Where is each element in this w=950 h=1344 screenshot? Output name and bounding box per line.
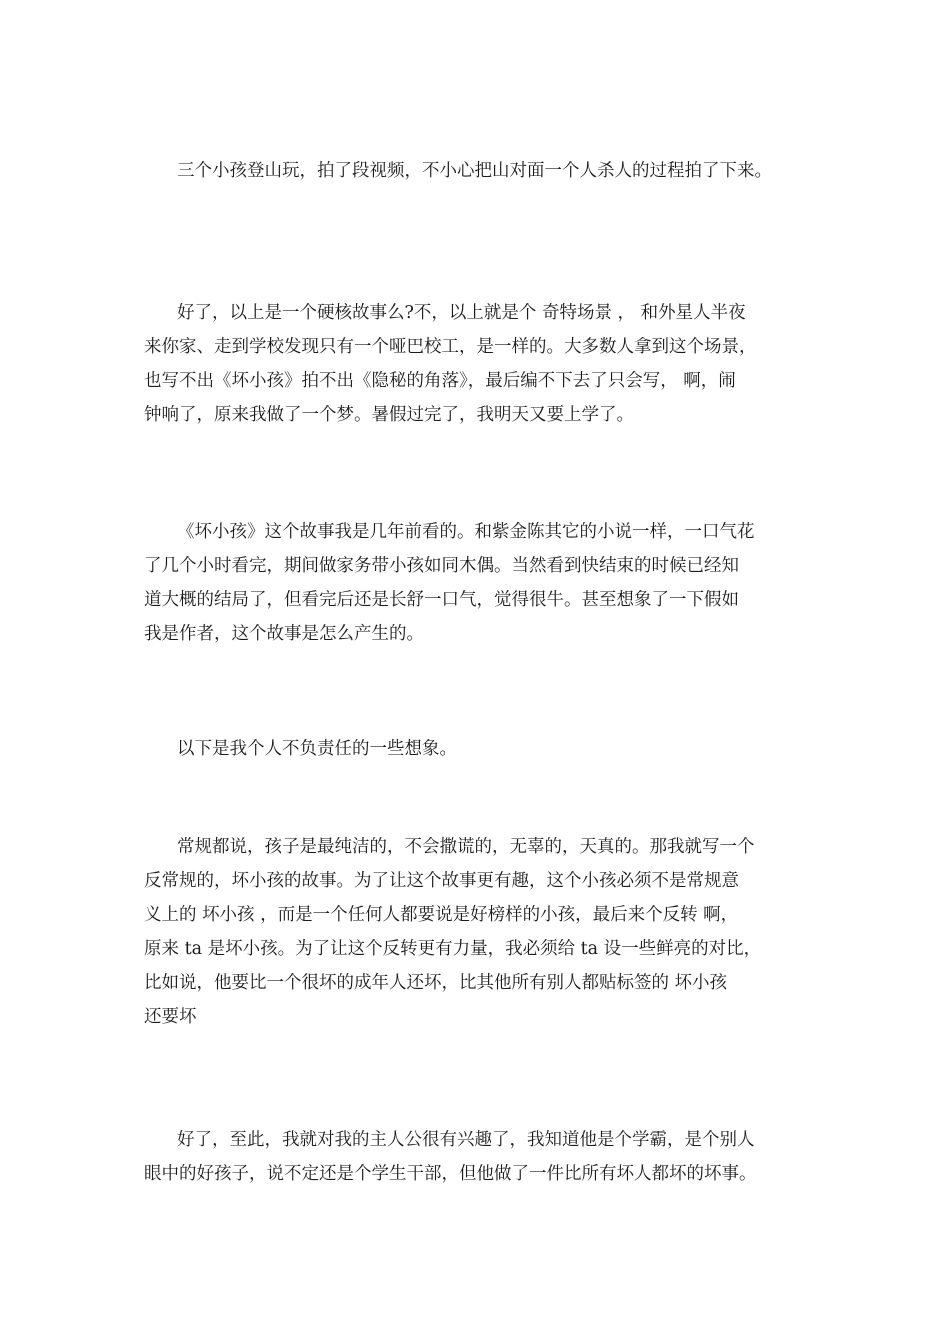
paragraph-line: 道大概的结局了，但看完后还是长舒一口气，觉得很牛。甚至想象了一下假如 [144, 590, 739, 610]
paragraph-line: 还要坏 [144, 1007, 197, 1027]
paragraph-line: 反常规的，坏小孩的故事。为了让这个故事更有趣，这个小孩必须不是常规意 [144, 871, 739, 891]
paragraph-1 [144, 154, 808, 188]
paragraph-3 [144, 515, 808, 651]
paragraph-line: 好了，以上是一个硬核故事么?不，以上就是个 奇特场景 ， 和外星人半夜 [177, 303, 746, 323]
paragraph-5 [144, 830, 808, 1034]
paragraph-6 [144, 1123, 808, 1191]
paragraph-line: 以下是我个人不负责任的一些想象。 [177, 739, 457, 759]
paragraph-4 [144, 732, 808, 766]
paragraph-line: 三个小孩登山玩，拍了段视频，不小心把山对面一个人杀人的过程拍了下来。 [177, 161, 772, 181]
paragraph-line: 比如说，他要比一个很坏的成年人还坏，比其他所有别人都贴标签的 坏小孩 [144, 973, 728, 993]
paragraph-line: 常规都说，孩子是最纯洁的，不会撒谎的，无辜的，天真的。那我就写一个 [177, 837, 755, 857]
paragraph-line: 来你家、走到学校发现只有一个哑巴校工，是一样的。大多数人拿到这个场景， [144, 337, 757, 357]
paragraph-line: 钟响了，原来我做了一个梦。暑假过完了，我明天又要上学了。 [144, 405, 634, 425]
paragraph-line: 我是作者，这个故事是怎么产生的。 [144, 624, 424, 644]
paragraph-line: 《坏小孩》这个故事我是几年前看的。和紫金陈其它的小说一样，一口气花 [177, 522, 755, 542]
paragraph-line: 也写不出《坏小孩》拍不出《隐秘的角落》，最后编不下去了只会写， 啊，闹 [144, 371, 736, 391]
paragraph-line: 好了，至此，我就对我的主人公很有兴趣了，我知道他是个学霸，是个别人 [177, 1130, 755, 1150]
paragraph-line: 义上的 坏小孩 ，而是一个任何人都要说是好榜样的小孩，最后来个反转 啊， [144, 905, 739, 925]
paragraph-line: 眼中的好孩子，说不定还是个学生干部，但他做了一件比所有坏人都坏的坏事。 [144, 1164, 757, 1184]
paragraph-2 [144, 296, 808, 432]
paragraph-line: 了几个小时看完，期间做家务带小孩如同木偶。当然看到快结束的时候已经知 [144, 556, 739, 576]
paragraph-line: 原来 ta 是坏小孩。为了让这个反转更有力量，我必须给 ta 设一些鲜亮的对比， [144, 939, 762, 959]
